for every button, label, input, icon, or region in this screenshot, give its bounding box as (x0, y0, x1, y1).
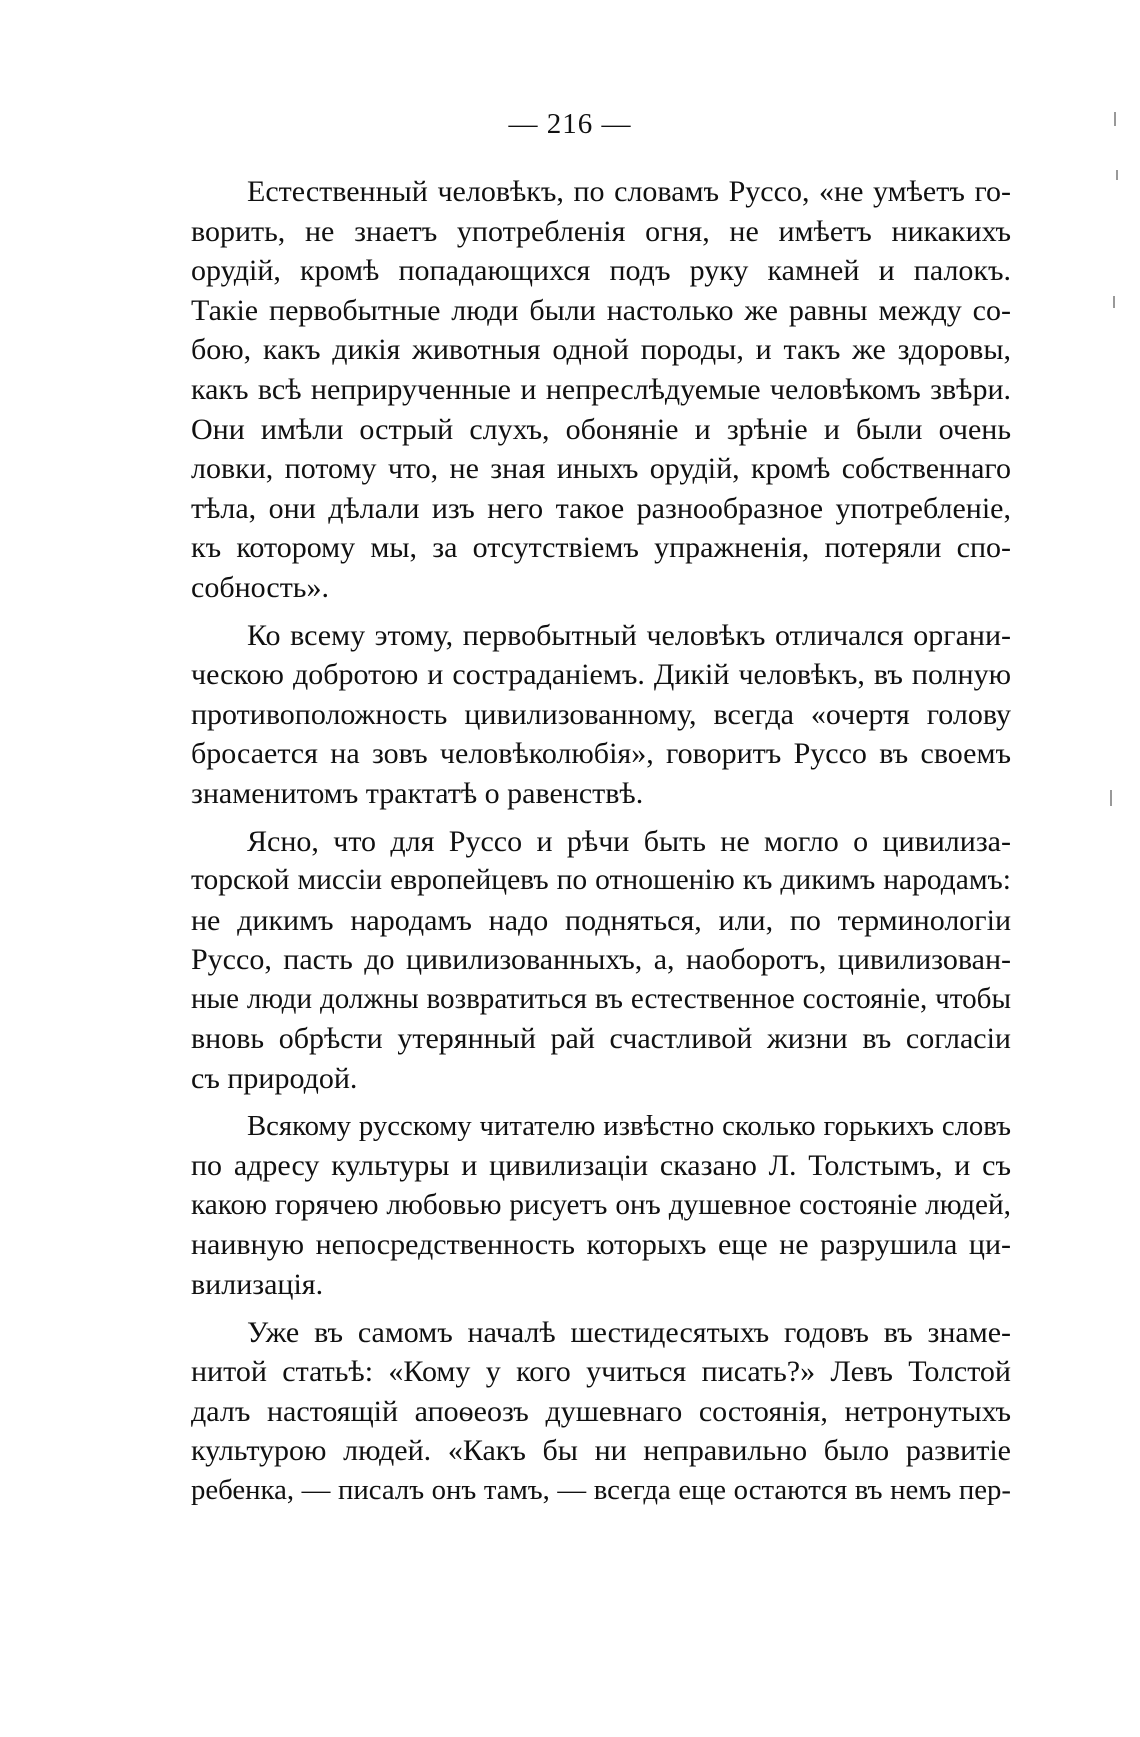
text-line: къ которому мы, за отсутствіемъ упражненія, потеряли спо- (191, 531, 1011, 565)
text-line: Они имѣли острый слухъ, обоняніе и зрѣніе и были очень (191, 412, 1011, 446)
text-line: Ясно, что для Руссо и рѣчи быть не могло о цивилиза- (247, 824, 1011, 858)
text-line: ребенка, — писалъ онъ тамъ, — всегда еще остаются въ немъ пер- (191, 1474, 1011, 1506)
text-line: Ко всему этому, первобытный человѣкъ отличался органи- (247, 618, 1011, 652)
text-line: вилизація. (191, 1268, 324, 1302)
scan-mark (1113, 296, 1115, 308)
text-line: бою, какъ дикія животныя одной породы, и такъ же здоровы, (191, 333, 1011, 367)
text-line: вновь обрѣсти утерянный рай счастливой жизни въ согласіи (191, 1022, 1011, 1056)
text-line: тѣла, они дѣлали изъ него такое разнообразное употребленіе, (191, 491, 1011, 525)
paragraph (191, 1107, 1011, 1305)
text-line: наивную непосредственность которыхъ еще не разрушила ци- (191, 1228, 1011, 1262)
text-line: противоположность цивилизованному, всегда «очертя голову (191, 697, 1011, 731)
scan-mark (1110, 790, 1112, 806)
text-line: ческою добротою и состраданіемъ. Дикій человѣкъ, въ полную (191, 658, 1011, 692)
paragraph (191, 616, 1011, 814)
text-line: бросается на зовъ человѣколюбія», говоритъ Руссо въ своемъ (191, 737, 1011, 771)
text-line: знаменитомъ трактатѣ о равенствѣ. (191, 776, 644, 810)
text-line: ные люди должны возвратиться въ естественное состояніе, чтобы (191, 982, 1011, 1015)
text-line: какою горячею любовью рисуетъ онъ душевное состояніе людей, (191, 1188, 1011, 1221)
scan-mark (1116, 170, 1118, 180)
paragraph (191, 1313, 1011, 1511)
text-line: собность». (191, 570, 329, 604)
text-line: Руссо, пасть до цивилизованныхъ, а, наоборотъ, цивилизован- (191, 943, 1011, 977)
text-line: далъ настоящій апоѳеозъ душевнаго состоянія, нетронутыхъ (191, 1394, 1011, 1428)
text-line: ворить, не знаетъ употребленія огня, не имѣетъ никакихъ (191, 214, 1011, 248)
text-line: не дикимъ народамъ надо подняться, или, по терминологіи (191, 903, 1011, 937)
text-line: Всякому русскому читателю извѣстно сколько горькихъ словъ (247, 1109, 1011, 1142)
text-line: торской миссіи европейцевъ по отношенію къ дикимъ народамъ: (191, 864, 1011, 897)
text-line: по адресу культуры и цивилизаціи сказано Л. Толстымъ, и съ (191, 1149, 1011, 1183)
text-line: какъ всѣ неприрученные и непреслѣдуемые человѣкомъ звѣри. (191, 372, 1011, 406)
body-text (191, 172, 1011, 1511)
scan-mark (1114, 112, 1116, 126)
paragraph (191, 172, 1011, 608)
page-number: — 216 — (508, 108, 632, 140)
paragraph (191, 822, 1011, 1099)
text-line: орудій, кромѣ попадающихся подъ руку камней и палокъ. (191, 254, 1011, 288)
text-line: ловки, потому что, не зная иныхъ орудій, кромѣ собственнаго (191, 452, 1011, 486)
text-line: Такіе первобытные люди были настолько же равны между со- (191, 293, 1011, 327)
text-line: культурою людей. «Какъ бы ни неправильно было развитіе (191, 1434, 1011, 1468)
text-line: Уже въ самомъ началѣ шестидесятыхъ годовъ въ знаме- (247, 1315, 1011, 1349)
text-line: нитой статьѣ: «Кому у кого учиться писать?» Левъ Толстой (191, 1355, 1011, 1389)
text-line: Естественный человѣкъ, по словамъ Руссо, «не умѣетъ го- (247, 175, 1011, 208)
text-line: съ природой. (191, 1062, 358, 1096)
